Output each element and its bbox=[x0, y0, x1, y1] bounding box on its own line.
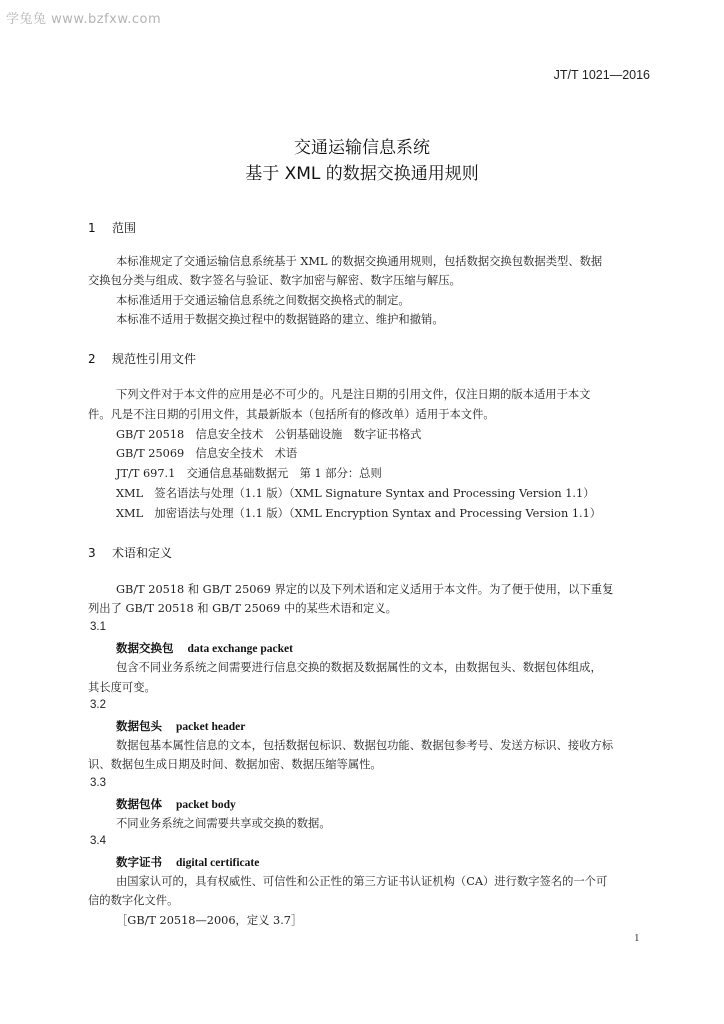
section-title: 规范性引用文件 bbox=[112, 352, 197, 366]
document-title-line2: 基于 XML 的数据交换通用规则 bbox=[245, 164, 479, 184]
reference-item: XML 加密语法与处理（1.1 版）（XML Encryption Syntax and Processing Version 1.1） bbox=[116, 507, 602, 520]
definition-line: 信的数字化文件。 bbox=[88, 894, 179, 907]
section-title: 范围 bbox=[112, 221, 137, 235]
section-title: 术语和定义 bbox=[112, 546, 173, 560]
reference-item: GB/T 20518 信息安全技术 公钥基础设施 数字证书格式 bbox=[116, 428, 422, 441]
reference-item: JT/T 697.1 交通信息基础数据元 第 1 部分：总则 bbox=[116, 467, 382, 480]
section-number: 3 bbox=[88, 546, 96, 560]
section-3-heading bbox=[88, 544, 172, 561]
paragraph-line: GB/T 20518 和 GB/T 25069 界定的以及下列术语和定义适用于本文件。为了便于使用，以下重复 bbox=[116, 583, 614, 596]
term-cn: 数字证书 bbox=[116, 855, 162, 869]
section-number: 2 bbox=[88, 352, 96, 366]
term-heading bbox=[116, 796, 236, 812]
reference-item: XML 签名语法与处理（1.1 版）（XML Signature Syntax and Processing Version 1.1） bbox=[116, 487, 595, 500]
paragraph-line: 本标准规定了交通运输信息系统基于 XML 的数据交换通用规则，包括数据交换包数据类型、数据 bbox=[116, 255, 603, 268]
paragraph-line: 本标准不适用于数据交换过程中的数据链路的建立、维护和撤销。 bbox=[116, 313, 444, 326]
standard-number: JT/T 1021—2016 bbox=[553, 68, 650, 82]
paragraph-line: 交换包分类与组成、数字签名与验证、数字加密与解密、数字压缩与解压。 bbox=[88, 274, 461, 287]
term-cn: 数据包体 bbox=[116, 797, 162, 811]
paragraph-line: 列出了 GB/T 20518 和 GB/T 25069 中的某些术语和定义。 bbox=[88, 602, 397, 615]
reference-item: GB/T 25069 信息安全技术 术语 bbox=[116, 447, 298, 460]
term-en: digital certificate bbox=[176, 857, 260, 869]
term-cn: 数据包头 bbox=[116, 719, 162, 733]
term-cn: 数据交换包 bbox=[116, 641, 174, 655]
source-citation: ［GB/T 20518—2006，定义 3.7］ bbox=[116, 914, 303, 927]
section-2-heading bbox=[88, 350, 196, 367]
term-en: packet header bbox=[176, 721, 246, 733]
document-title-line1: 交通运输信息系统 bbox=[294, 138, 430, 158]
term-heading bbox=[116, 718, 245, 734]
section-number: 1 bbox=[88, 221, 96, 235]
term-number: 3.2 bbox=[90, 699, 106, 711]
definition-line: 包含不同业务系统之间需要进行信息交换的数据及数据属性的文本，由数据包头、数据包体组成， bbox=[116, 661, 602, 674]
term-number: 3.1 bbox=[90, 621, 106, 633]
section-1-heading bbox=[88, 219, 136, 236]
page-number: 1 bbox=[634, 932, 640, 944]
definition-line: 由国家认可的，具有权威性、可信性和公正性的第三方证书认证机构（CA）进行数字签名的一个可 bbox=[116, 875, 608, 888]
definition-line: 数据包基本属性信息的文本，包括数据包标识、数据包功能、数据包参考号、发送方标识、接收方标 bbox=[116, 739, 614, 752]
term-heading bbox=[116, 854, 259, 870]
definition-line: 识、数据包生成日期及时间、数据加密、数据压缩等属性。 bbox=[88, 758, 382, 771]
term-number: 3.3 bbox=[90, 777, 106, 789]
definition-line: 其长度可变。 bbox=[88, 681, 156, 694]
watermark: 学兔兔 www.bzfxw.com bbox=[6, 12, 162, 27]
paragraph-line: 件。凡是不注日期的引用文件，其最新版本（包括所有的修改单）适用于本文件。 bbox=[88, 408, 495, 421]
definition-line: 不同业务系统之间需要共享或交换的数据。 bbox=[116, 817, 331, 830]
term-en: packet body bbox=[176, 799, 236, 811]
paragraph-line: 本标准适用于交通运输信息系统之间数据交换格式的制定。 bbox=[116, 294, 410, 307]
term-number: 3.4 bbox=[90, 835, 106, 847]
term-heading bbox=[116, 640, 293, 656]
term-en: data exchange packet bbox=[187, 643, 293, 655]
paragraph-line: 下列文件对于本文件的应用是必不可少的。凡是注日期的引用文件，仅注日期的版本适用于本文 bbox=[116, 388, 591, 401]
